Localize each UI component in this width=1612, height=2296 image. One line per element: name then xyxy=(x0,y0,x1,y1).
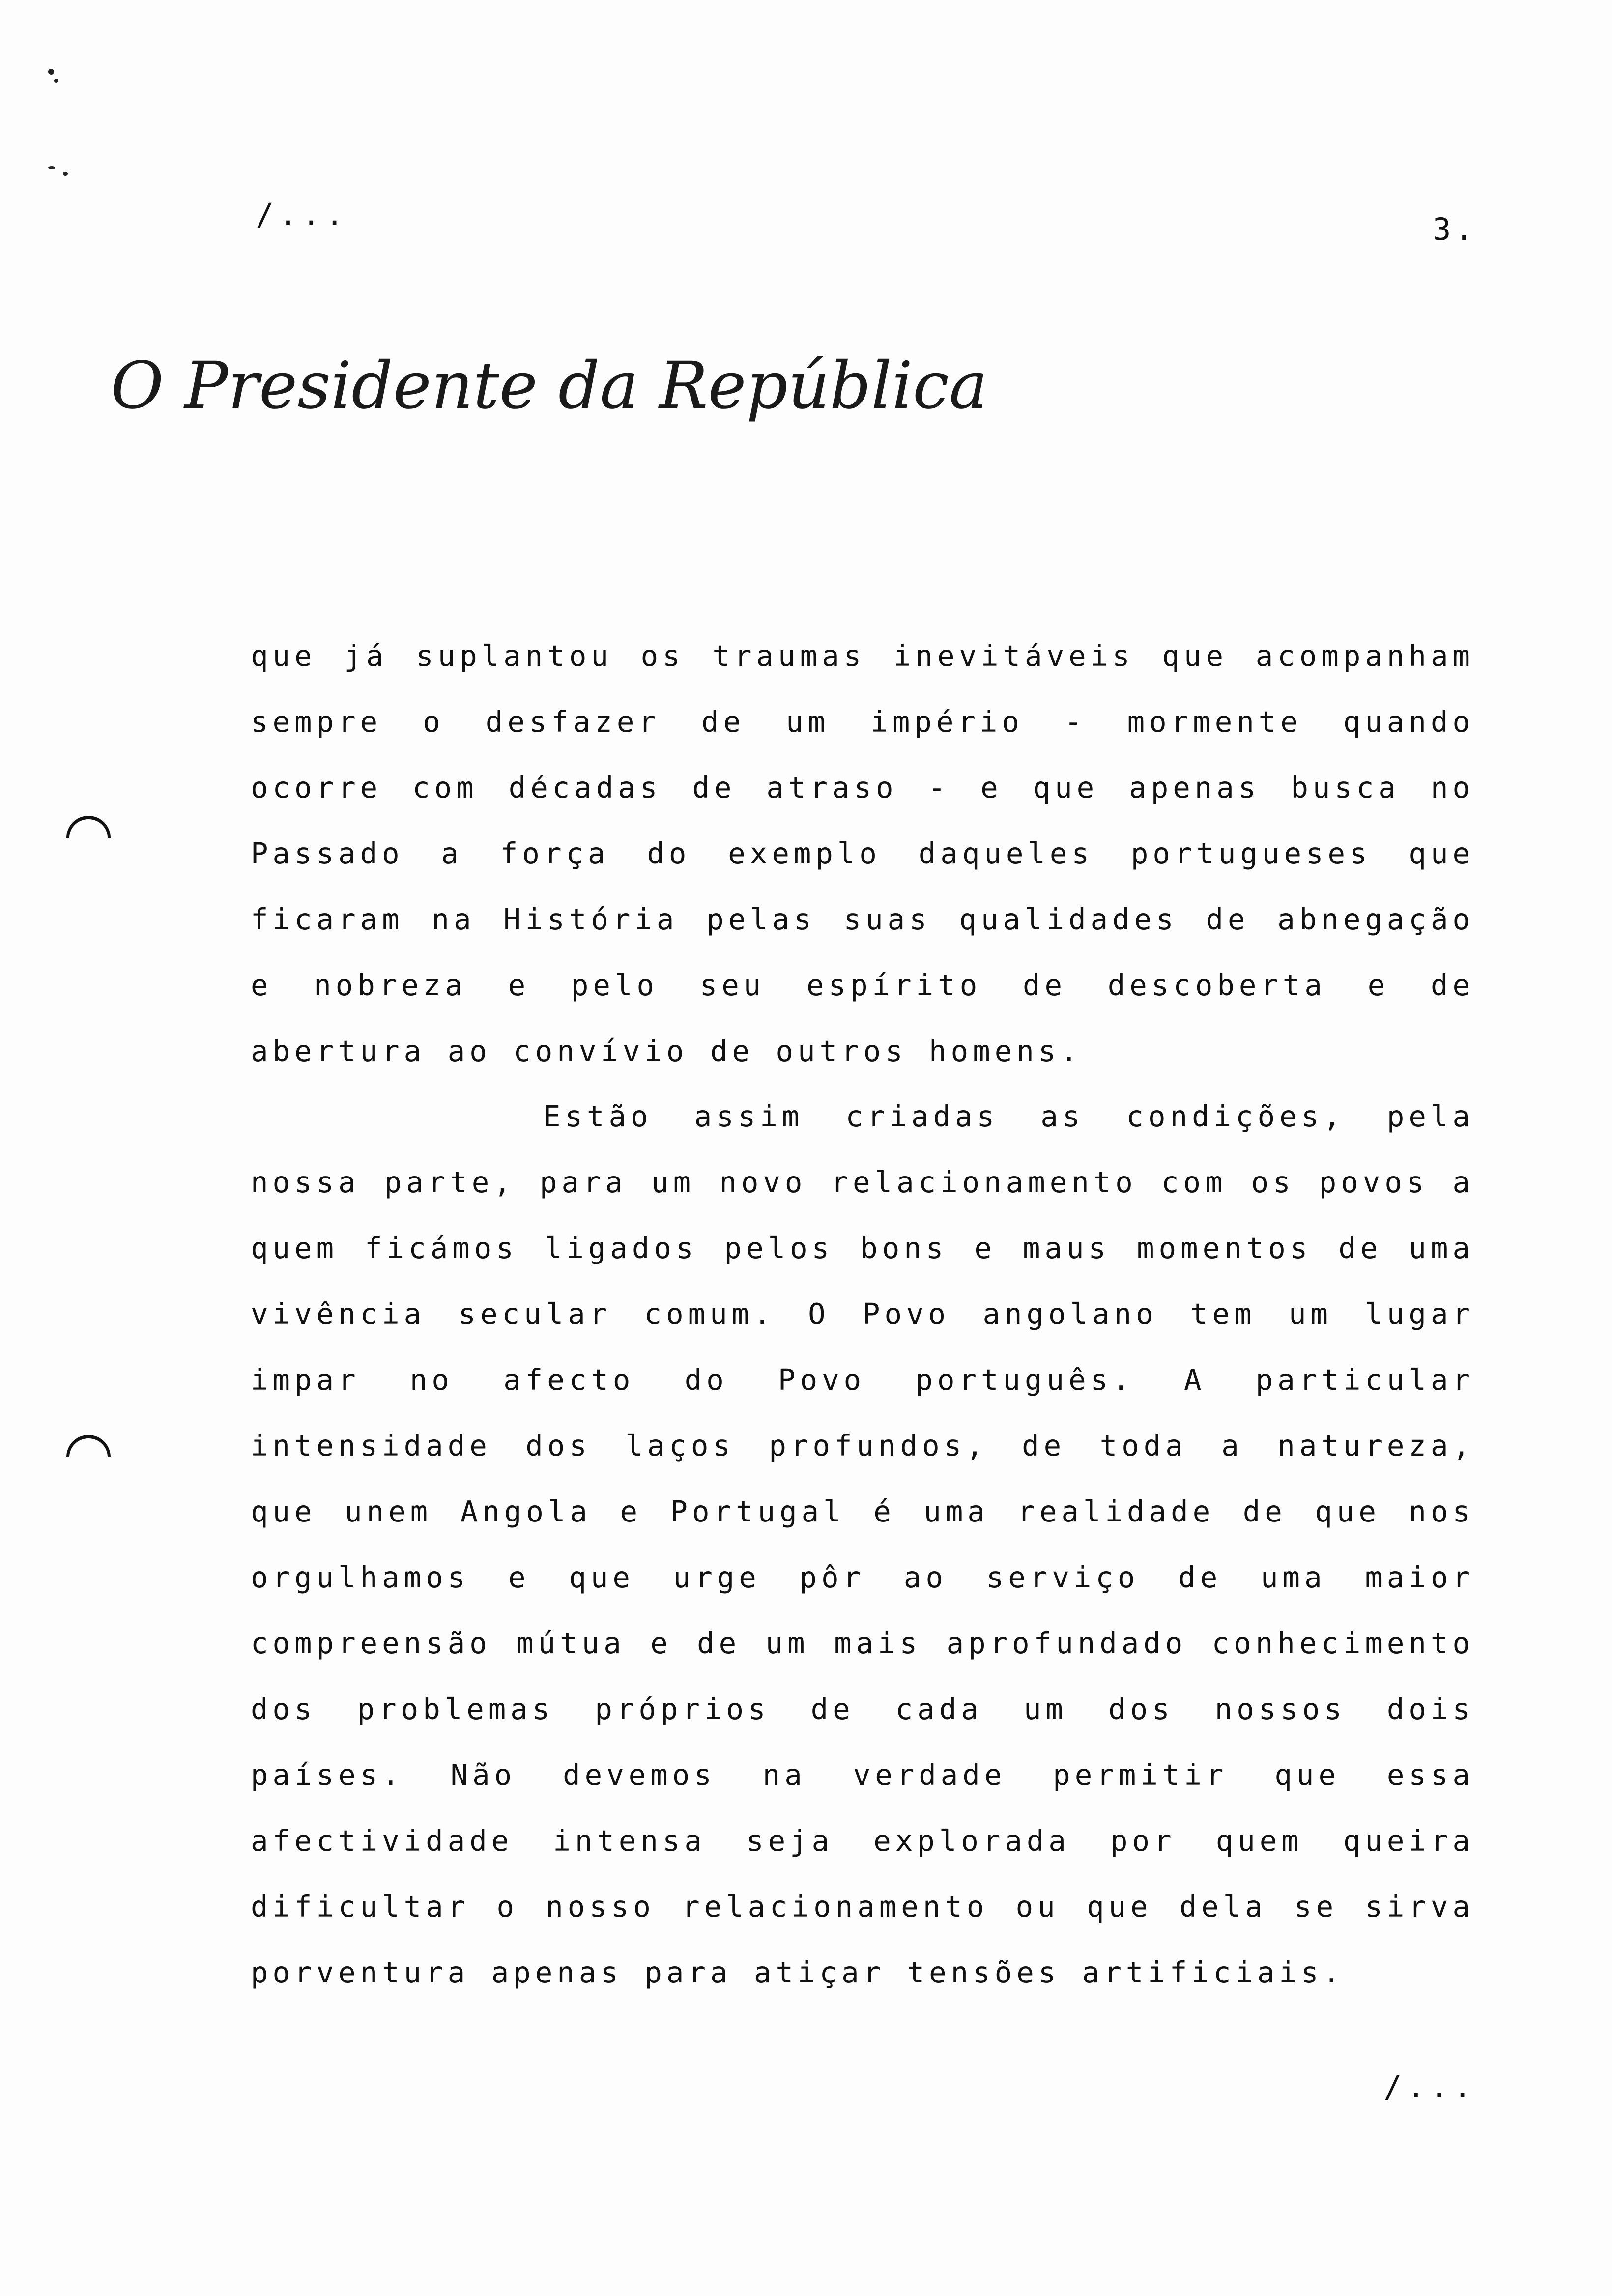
letterhead xyxy=(111,339,988,437)
scan-speck xyxy=(63,172,68,176)
scan-speck xyxy=(48,166,55,169)
punch-hole-mark xyxy=(66,1435,111,1457)
scan-speck xyxy=(48,69,54,75)
scan-speck xyxy=(54,79,58,83)
letterhead-script xyxy=(111,339,988,437)
punch-hole-mark xyxy=(66,816,111,838)
page-number: 3. xyxy=(1433,211,1477,247)
continuation-mark-bottom: /... xyxy=(1383,2069,1477,2105)
body-paragraph-2: Estão assim criadas as condições, pela nossa parte, para um novo relacionamento com os povos a quem ficámos ligados pelos bons e maus momentos de uma vivência secular comum. O Povo angolano tem um lugar impar no afecto do Povo português. A particular intensidade dos laços profundos, de toda a natureza, que unem Angola e Portugal é uma realidade de que nos orgulhamos e que urge pôr ao serviço de uma maior compreensão mútua e de um mais aprofundado conhecimento dos problemas próprios de cada um dos nossos dois países. Não devemos na verdade permitir que essa afectividade intensa seja explorada por quem queira dificultar o nosso relacionamento ou que dela se sirva porventura apenas para atiçar tensões artificiais. xyxy=(251,1099,1474,1989)
continuation-mark-top: /... xyxy=(256,197,349,232)
body-paragraph-1: que já suplantou os traumas inevitáveis que acompanham sempre o desfazer de um império - mormente quando ocorre com décadas de atraso - e que apenas busca no Passado a força do exemplo daqueles portugueses que ficaram na História pelas suas qualidades de abnegação e nobreza e pelo seu espírito de descoberta e de abertura ao convívio de outros homens. xyxy=(251,639,1474,1068)
letterhead-text: O Presidente da República xyxy=(111,348,988,424)
